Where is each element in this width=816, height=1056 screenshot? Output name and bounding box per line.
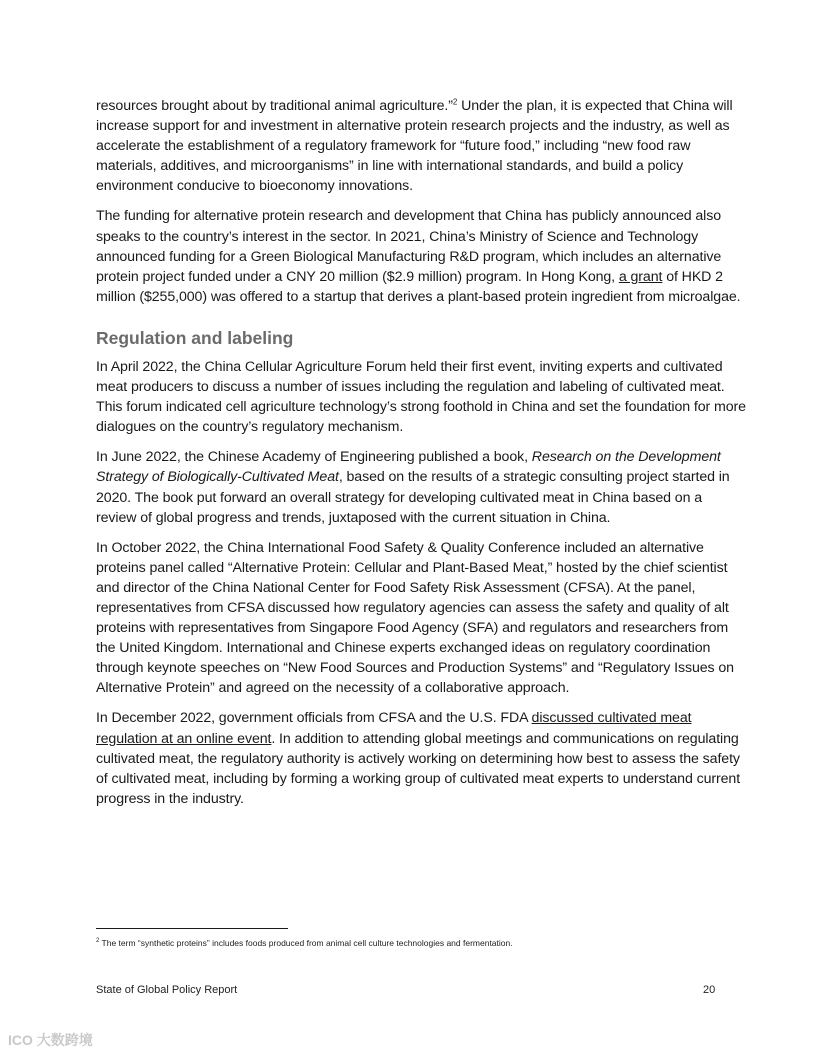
footnote-ref[interactable]: 2 bbox=[452, 97, 458, 107]
paragraph-2: The funding for alternative protein research and development that China has publicly announced also speaks to the country’s interest in the sector. In 2021, China’s Ministry of Science and Technology announced funding for a Green Biological Manufacturing R&D program, which includes an alternative protein project funded under a CNY 20 million ($2.9 million) program. In Hong Kong, a grant of HKD 2 million ($255,000) was offered to a startup that derives a plant-based protein ingredient from microalgae. bbox=[96, 208, 741, 305]
page-body bbox=[96, 96, 746, 819]
paragraph-4: In June 2022, the Chinese Academy of Engineering published a book, Research on the Development Strategy of Biologically-Cultivated Meat, based on the results of a strategic consulting project started in 2020. The book put forward an overall strategy for developing cultivated meat in China based on a review of global progress and trends, juxtaposed with the current situation in China. bbox=[96, 449, 730, 526]
paragraph-1: resources brought about by traditional animal agriculture.”$^2$ Under the plan, it is expected that China will increase support for and investment in alternative protein research projects and the industry, as well as accelerate the establishment of a regulatory framework for “future food,” including “new food raw materials, additives, and microorganisms” in line with international standards, and build a policy environment conducive to bioeconomy innovations. bbox=[96, 97, 733, 195]
footer-report-title: State of Global Policy Report bbox=[96, 984, 238, 996]
paragraph-5: In October 2022, the China International Food Safety & Quality Conference included an alternative proteins panel called “Alternative Protein: Cellular and Plant-Based Meat,” hosted by the chief scientist and director of the China National Center for Food Safety Risk Assessment (CFSA). At the panel, representatives from CFSA discussed how regulatory agencies can assess the safety and quality of alt proteins with representatives from Singapore Food Agency (SFA) and regulators and researchers from the United Kingdom. International and Chinese experts exchanged ideas on regulatory coordination through keynote speeches on “New Food Sources and Production Systems” and “Regulatory Issues on Alternative Protein” and agreed on the necessity of a collaborative approach. bbox=[96, 539, 734, 697]
paragraph-6: In December 2022, government officials from CFSA and the U.S. FDA discussed cultivated meat regulation at an online event. In addition to attending global meetings and communications on regulating cultivated meat, the regulatory authority is actively working on determining how best to assess the safety of cultivated meat, including by forming a working group of cultivated meat experts to understand current progress in the industry. bbox=[96, 710, 741, 807]
section-heading: Regulation and labeling bbox=[96, 327, 294, 348]
footnote-divider bbox=[96, 928, 288, 929]
footnote: $^2$ The term “synthetic proteins” includes foods produced from animal cell culture technologies and fermentation. bbox=[96, 938, 513, 948]
watermark-logo: ICO 大数跨境 bbox=[8, 1032, 93, 1048]
book-title: Research on the Development Strategy of Biologically-Cultivated Meat bbox=[96, 449, 721, 486]
a-grant-link[interactable]: a grant bbox=[618, 268, 663, 285]
online-event-link[interactable]: discussed cultivated meat regulation at an online event bbox=[96, 710, 692, 747]
footer-page-number: 20 bbox=[703, 984, 716, 996]
paragraph-3: In April 2022, the China Cellular Agriculture Forum held their first event, inviting experts and cultivated meat producers to discuss a number of issues including the regulation and labeling of cultivated meat. This forum indicated cell agriculture technology’s strong foothold in China and set the foundation for more dialogues on the country’s regulatory mechanism. bbox=[96, 358, 746, 436]
